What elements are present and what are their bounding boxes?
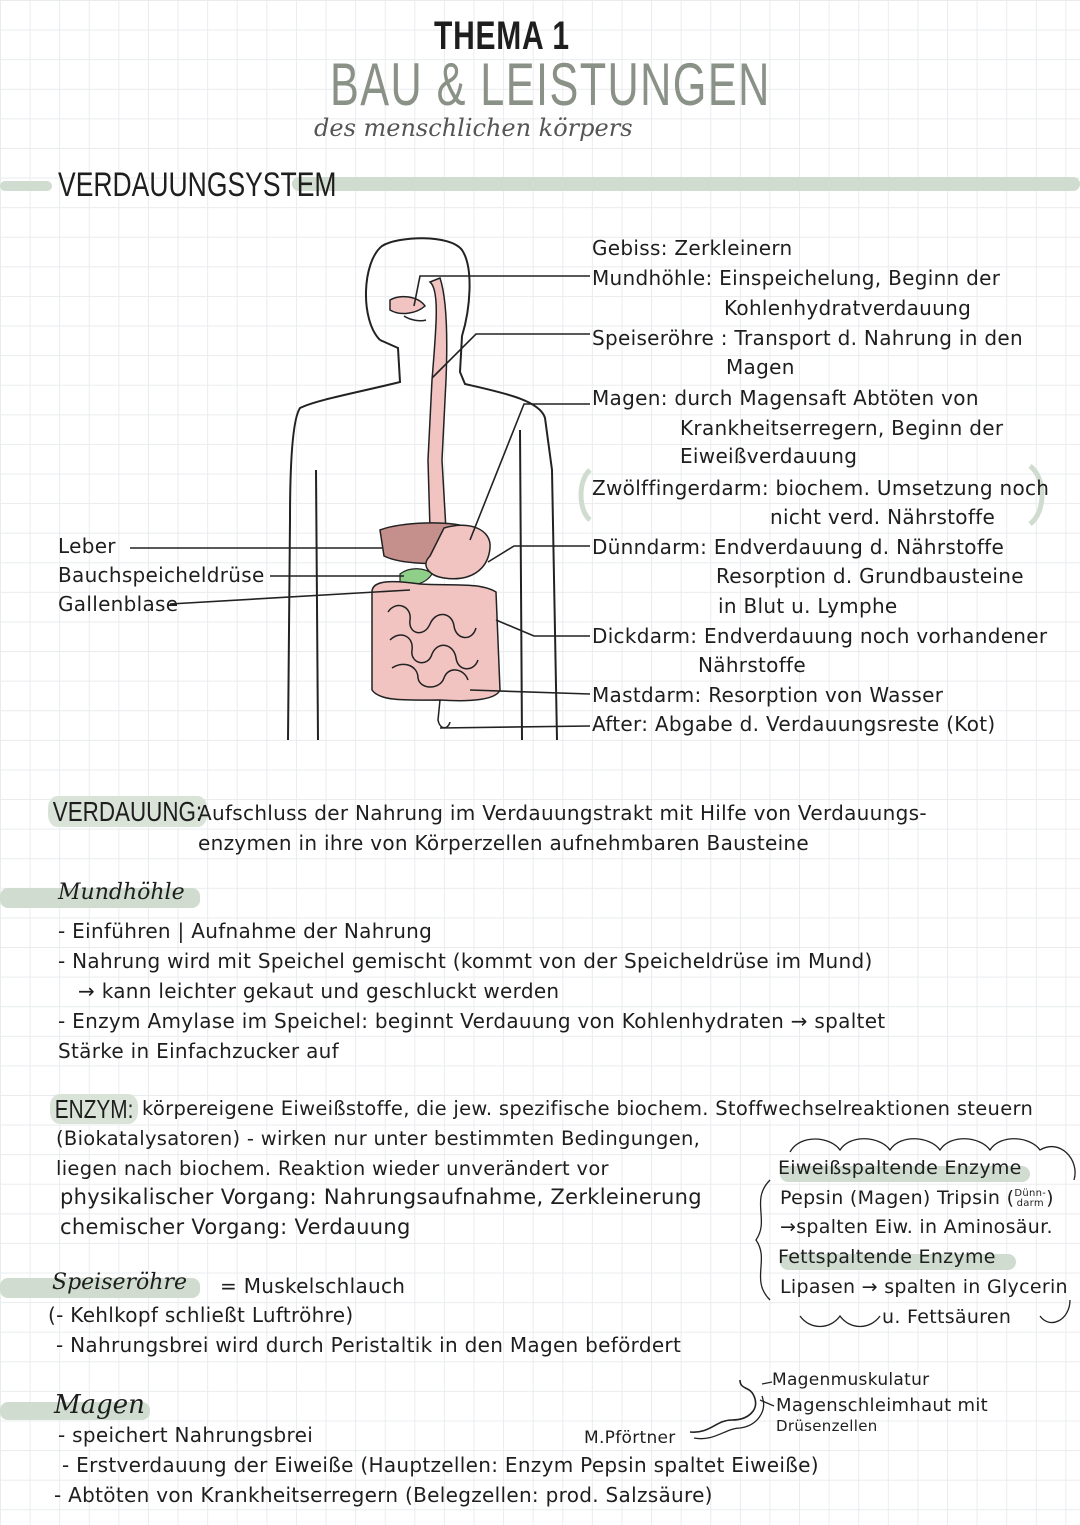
mundhoehle-line1: - Einführen | Aufnahme der Nahrung	[58, 919, 433, 943]
organ-duenndarm-line2: Resorption d. Grundbausteine	[716, 564, 1024, 588]
section-heading: VERDAUUNGSYSTEM	[58, 166, 337, 204]
organ-duenndarm-line3: in Blut u. Lymphe	[718, 594, 898, 618]
label-magenmuskulatur: Magenmuskulatur	[772, 1370, 930, 1390]
verdauung-term: VERDAUUNG:	[48, 796, 207, 828]
organ-mastdarm: Mastdarm: Resorption von Wasser	[592, 683, 944, 707]
verdauung-line2: enzymen in ihre von Körperzellen aufnehmbaren Bausteine	[198, 831, 810, 855]
enzyme-fettsaeuren-line: u. Fettsäuren	[882, 1306, 1012, 1328]
thema-label: THEMA 1	[434, 14, 570, 58]
enzyme-head-eiweiss: Eiweißspaltende Enzyme	[778, 1157, 1022, 1179]
speiseroehre-line2: - Nahrungsbrei wird durch Peristaltik in den Magen befördert	[56, 1333, 682, 1357]
enzym-chemisch: chemischer Vorgang: Verdauung	[60, 1215, 411, 1239]
label-gallenblase: Gallenblase	[58, 592, 179, 616]
magen-line1: - speichert Nahrungsbrei	[58, 1423, 314, 1447]
organ-zwoelffingerdarm-line2: nicht verd. Nährstoffe	[770, 505, 996, 529]
organ-magen: Magen: durch Magensaft Abtöten von	[592, 386, 979, 410]
organ-mundhoehle: Mundhöhle: Einspeichelung, Beginn der	[592, 266, 1001, 290]
organ-mundhoehle-line2: Kohlenhydratverdauung	[724, 296, 972, 320]
mundhoehle-line3: → kann leichter gekaut und geschluckt werden	[78, 979, 560, 1003]
organ-speiseroehre: Speiseröhre : Transport d. Nahrung in den	[592, 326, 1023, 350]
enzym-line3: liegen nach biochem. Reaktion wieder unverändert vor	[56, 1157, 609, 1180]
enzyme-head-fett: Fettspaltende Enzyme	[778, 1246, 996, 1268]
enzym-line2: (Biokatalysatoren) - wirken nur unter bestimmten Bedingungen,	[56, 1127, 701, 1150]
verdauung-line1: Aufschluss der Nahrung im Verdauungstrakt mit Hilfe von Verdauungs-	[198, 801, 927, 825]
label-magenschleimhaut: Magenschleimhaut mit	[776, 1395, 988, 1416]
page-title: BAU & LEISTUNGEN	[330, 51, 771, 118]
organ-magen-line3: Eiweißverdauung	[680, 444, 858, 468]
page-subtitle: des menschlichen körpers	[314, 114, 633, 142]
magen-heading: Magen	[54, 1390, 145, 1420]
label-pfoertner: M.Pförtner	[584, 1428, 676, 1448]
organ-dickdarm-line2: Nährstoffe	[698, 653, 806, 677]
mundhoehle-line4: - Enzym Amylase im Speichel: beginnt Verdauung von Kohlenhydraten → spaltet	[58, 1009, 886, 1033]
mundhoehle-line2: - Nahrung wird mit Speichel gemischt (kommt von der Speicheldrüse im Mund)	[58, 949, 873, 973]
magen-line2: - Erstverdauung der Eiweiße (Hauptzellen: Enzym Pepsin spaltet Eiweiße)	[62, 1453, 819, 1477]
organ-speiseroehre-line2: Magen	[726, 355, 795, 379]
organ-duenndarm: Dünndarm: Endverdauung d. Nährstoffe	[592, 535, 1005, 559]
organ-zwoelffingerdarm: Zwölffingerdarm: biochem. Umsetzung noch	[592, 476, 1050, 500]
speiseroehre-heading: Speiseröhre	[52, 1270, 187, 1295]
organ-gebiss: Gebiss: Zerkleinern	[592, 236, 793, 260]
label-leber: Leber	[58, 534, 116, 558]
organ-after: After: Abgabe d. Verdauungsreste (Kot)	[592, 712, 996, 736]
enzym-line1: körpereigene Eiweißstoffe, die jew. spezifische biochem. Stoffwechselreaktionen steuern	[142, 1097, 1034, 1120]
magen-line3: - Abtöten von Krankheitserregern (Belegzellen: prod. Salzsäure)	[54, 1483, 713, 1507]
enzyme-lipasen-line: Lipasen → spalten in Glycerin	[780, 1276, 1068, 1298]
label-druesenzellen: Drüsenzellen	[776, 1417, 878, 1435]
speiseroehre-line1: (- Kehlkopf schließt Luftröhre)	[48, 1303, 354, 1327]
label-bauchspeicheldruese: Bauchspeicheldrüse	[58, 563, 265, 587]
mundhoehle-line5: Stärke in Einfachzucker auf	[58, 1039, 339, 1063]
enzyme-aminosaeure-line: →spalten Eiw. in Aminosäur.	[780, 1216, 1053, 1238]
enzyme-pepsin-line: Pepsin (Magen) Tripsin (Dünn- darm )	[780, 1187, 1054, 1209]
organ-magen-line2: Krankheitserregern, Beginn der	[680, 416, 1004, 440]
organ-dickdarm: Dickdarm: Endverdauung noch vorhandener	[592, 624, 1048, 648]
enzym-term: ENZYM:	[50, 1094, 138, 1125]
mundhoehle-heading: Mundhöhle	[58, 880, 185, 905]
speiseroehre-def: = Muskelschlauch	[220, 1274, 406, 1298]
enzym-physikalisch: physikalischer Vorgang: Nahrungsaufnahme, Zerkleinerung	[60, 1185, 702, 1209]
